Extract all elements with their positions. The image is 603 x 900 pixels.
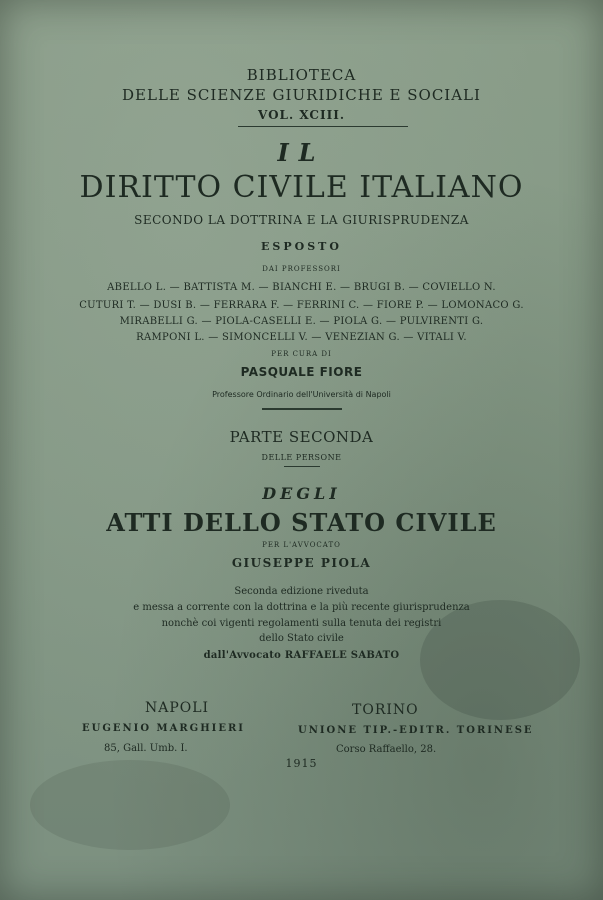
author-line: RAMPONI L. — SIMONCELLI V. — VENEZIAN G. — VITALI V. bbox=[136, 332, 467, 343]
edition-line: dello Stato civile bbox=[259, 633, 344, 644]
degli-label: DEGLI bbox=[262, 484, 341, 503]
publisher-napoli: EUGENIO MARGHIERI bbox=[82, 723, 245, 734]
address-torino: Corso Raffaello, 28. bbox=[336, 744, 437, 755]
edition-line: nonchè coi vigenti regolamenti sulla tenuta dei registri bbox=[161, 618, 442, 629]
main-title: DIRITTO CIVILE ITALIANO bbox=[79, 170, 524, 205]
subtitle: SECONDO LA DOTTRINA E LA GIURISPRUDENZA bbox=[134, 213, 469, 227]
dai-professori-label: DAI PROFESSORI bbox=[262, 265, 341, 273]
author-line: ABELLO L. — BATTISTA M. — BIANCHI E. — BRUGI B. — COVIELLO N. bbox=[107, 282, 496, 293]
city-torino: TORINO bbox=[352, 702, 419, 718]
divider bbox=[262, 408, 342, 410]
paper-stain bbox=[30, 760, 230, 850]
per-avvocato-label: PER L'AVVOCATO bbox=[262, 541, 341, 549]
esposto-label: ESPOSTO bbox=[261, 240, 342, 253]
publisher-torino: UNIONE TIP.-EDITR. TORINESE bbox=[298, 725, 534, 736]
reviser: dall'Avvocato RAFFAELE SABATO bbox=[203, 650, 400, 661]
volume-author: GIUSEPPE PIOLA bbox=[231, 556, 372, 570]
edition-line: e messa a corrente con la dottrina e la più recente giurisprudenza bbox=[133, 602, 470, 613]
divider bbox=[238, 126, 408, 127]
series-line-1: BIBLIOTECA bbox=[246, 66, 357, 84]
part-title: PARTE SECONDA bbox=[229, 428, 374, 446]
author-line: CUTURI T. — DUSI B. — FERRARA F. — FERRINI C. — FIORE P. — LOMONACO G. bbox=[79, 300, 524, 311]
publication-year: 1915 bbox=[285, 757, 318, 770]
title-article: IL bbox=[277, 138, 326, 167]
volume-title: ATTI DELLO STATO CIVILE bbox=[106, 508, 497, 537]
address-napoli: 85, Gall. Umb. I. bbox=[104, 743, 188, 754]
per-cura-label: PER CURA DI bbox=[271, 350, 332, 358]
series-line-2: DELLE SCIENZE GIURIDICHE E SOCIALI bbox=[122, 86, 481, 104]
edition-line: Seconda edizione riveduta bbox=[234, 586, 369, 597]
volume-number: VOL. XCIII. bbox=[257, 108, 345, 122]
divider bbox=[284, 466, 320, 467]
city-napoli: NAPOLI bbox=[145, 700, 210, 716]
editor-affiliation: Professore Ordinario dell'Università di Napoli bbox=[212, 390, 391, 399]
part-subtitle: DELLE PERSONE bbox=[261, 453, 342, 462]
author-line: MIRABELLI G. — PIOLA-CASELLI E. — PIOLA G. — PULVIRENTI G. bbox=[119, 316, 484, 327]
editor-name: PASQUALE FIORE bbox=[240, 365, 363, 379]
